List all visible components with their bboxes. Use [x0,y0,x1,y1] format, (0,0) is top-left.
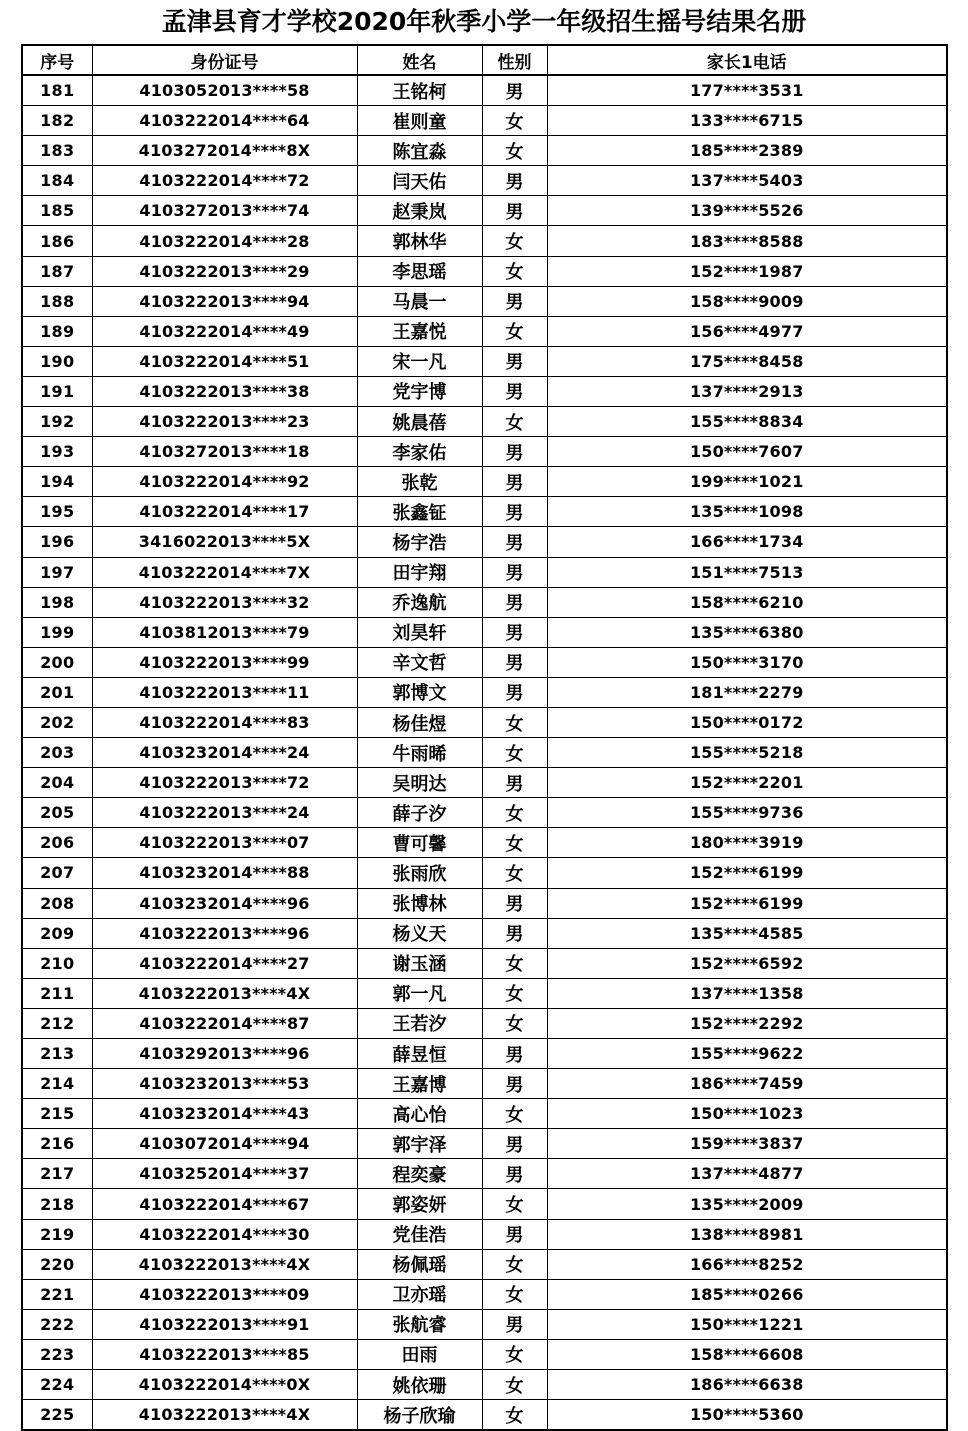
cell-name: 张雨欣 [357,858,482,888]
cell-phone: 158****9009 [547,286,947,316]
cell-name: 辛文哲 [357,647,482,677]
cell-name: 王铭柯 [357,75,482,106]
cell-name: 郭博文 [357,677,482,707]
cell-id-number: 4103812013****79 [92,617,357,647]
cell-phone: 150****7607 [547,437,947,467]
cell-name: 党宇博 [357,376,482,406]
table-row [22,557,947,587]
table-row [22,1039,947,1069]
table-row [22,1400,947,1431]
cell-id-number: 4103252014****37 [92,1159,357,1189]
cell-name: 姚依珊 [357,1370,482,1400]
cell-gender: 女 [482,738,547,768]
cell-id-number: 4103222013****23 [92,407,357,437]
table-row [22,437,947,467]
cell-seq: 195 [22,497,92,527]
cell-phone: 152****1987 [547,256,947,286]
cell-phone: 166****8252 [547,1249,947,1279]
cell-gender: 男 [482,918,547,948]
cell-seq: 215 [22,1099,92,1129]
cell-phone: 150****3170 [547,647,947,677]
cell-id-number: 4103222013****72 [92,768,357,798]
table-row [22,798,947,828]
cell-name: 程奕豪 [357,1159,482,1189]
cell-phone: 150****1023 [547,1099,947,1129]
cell-gender: 女 [482,798,547,828]
cell-seq: 197 [22,557,92,587]
cell-phone: 152****2201 [547,768,947,798]
table-row [22,196,947,226]
cell-seq: 210 [22,948,92,978]
cell-id-number: 4103222013****29 [92,256,357,286]
cell-seq: 211 [22,978,92,1008]
cell-gender: 男 [482,1069,547,1099]
cell-id-number: 4103222013****09 [92,1279,357,1309]
table-row [22,888,947,918]
cell-gender: 男 [482,75,547,106]
cell-id-number: 4103222013****4X [92,1400,357,1431]
cell-name: 李家佑 [357,437,482,467]
cell-seq: 208 [22,888,92,918]
cell-name: 张博林 [357,888,482,918]
cell-id-number: 4103222013****96 [92,918,357,948]
cell-id-number: 4103222014****28 [92,226,357,256]
cell-gender: 女 [482,316,547,346]
cell-id-number: 4103272014****8X [92,136,357,166]
cell-name: 张航睿 [357,1309,482,1339]
cell-id-number: 4103222014****27 [92,948,357,978]
cell-name: 杨子欣瑜 [357,1400,482,1431]
cell-gender: 男 [482,587,547,617]
cell-phone: 155****9622 [547,1039,947,1069]
table-row [22,346,947,376]
cell-name: 刘昊轩 [357,617,482,647]
cell-id-number: 4103222014****67 [92,1189,357,1219]
table-body [22,75,947,1430]
cell-phone: 152****6199 [547,858,947,888]
cell-name: 党佳浩 [357,1219,482,1249]
cell-phone: 181****2279 [547,677,947,707]
column-header-gender: 性别 [482,45,547,75]
cell-name: 杨宇浩 [357,527,482,557]
table-row [22,1008,947,1038]
cell-gender: 男 [482,497,547,527]
cell-phone: 199****1021 [547,467,947,497]
cell-gender: 女 [482,226,547,256]
cell-seq: 206 [22,828,92,858]
cell-seq: 189 [22,316,92,346]
cell-name: 马晨一 [357,286,482,316]
table-row [22,1069,947,1099]
cell-seq: 187 [22,256,92,286]
cell-id-number: 4103272013****18 [92,437,357,467]
cell-phone: 137****5403 [547,166,947,196]
table-header [22,45,947,75]
table-row [22,1129,947,1159]
cell-id-number: 4103222014****0X [92,1370,357,1400]
cell-seq: 212 [22,1008,92,1038]
cell-phone: 186****7459 [547,1069,947,1099]
table-row [22,978,947,1008]
cell-name: 高心怡 [357,1099,482,1129]
cell-id-number: 4103222013****94 [92,286,357,316]
table-row [22,858,947,888]
cell-phone: 185****2389 [547,136,947,166]
cell-phone: 180****3919 [547,828,947,858]
cell-phone: 175****8458 [547,346,947,376]
cell-seq: 196 [22,527,92,557]
cell-phone: 135****1098 [547,497,947,527]
cell-name: 张乾 [357,467,482,497]
cell-id-number: 4103292013****96 [92,1039,357,1069]
cell-gender: 男 [482,617,547,647]
table-row [22,75,947,106]
cell-id-number: 4103222014****87 [92,1008,357,1038]
cell-seq: 198 [22,587,92,617]
cell-seq: 220 [22,1249,92,1279]
table-row [22,1279,947,1309]
cell-seq: 184 [22,166,92,196]
cell-gender: 男 [482,196,547,226]
cell-phone: 185****0266 [547,1279,947,1309]
cell-seq: 216 [22,1129,92,1159]
cell-id-number: 4103232014****24 [92,738,357,768]
cell-name: 赵秉岚 [357,196,482,226]
cell-id-number: 4103222013****38 [92,376,357,406]
cell-phone: 150****1221 [547,1309,947,1339]
cell-seq: 185 [22,196,92,226]
cell-id-number: 4103222013****32 [92,587,357,617]
cell-gender: 女 [482,858,547,888]
cell-id-number: 4103222014****7X [92,557,357,587]
table-row [22,1339,947,1369]
cell-phone: 186****6638 [547,1370,947,1400]
cell-name: 王嘉博 [357,1069,482,1099]
cell-seq: 225 [22,1400,92,1431]
table-row [22,948,947,978]
cell-name: 薛子汐 [357,798,482,828]
cell-phone: 137****4877 [547,1159,947,1189]
cell-gender: 女 [482,978,547,1008]
cell-id-number: 4103232014****88 [92,858,357,888]
cell-gender: 女 [482,1099,547,1129]
roster-table-container [0,44,968,1431]
cell-gender: 女 [482,828,547,858]
table-row [22,376,947,406]
cell-gender: 男 [482,1039,547,1069]
table-header-row [22,45,947,75]
cell-name: 崔则童 [357,106,482,136]
cell-gender: 女 [482,1370,547,1400]
cell-gender: 男 [482,346,547,376]
cell-phone: 151****7513 [547,557,947,587]
table-row [22,286,947,316]
cell-id-number: 4103222014****49 [92,316,357,346]
cell-gender: 男 [482,1129,547,1159]
cell-name: 郭林华 [357,226,482,256]
table-row [22,587,947,617]
cell-phone: 155****9736 [547,798,947,828]
cell-seq: 193 [22,437,92,467]
cell-gender: 男 [482,166,547,196]
cell-name: 郭姿妍 [357,1189,482,1219]
page-title: 孟津县育才学校2020年秋季小学一年级招生摇号结果名册 [161,7,807,36]
cell-phone: 150****5360 [547,1400,947,1431]
cell-phone: 159****3837 [547,1129,947,1159]
cell-id-number: 4103222014****92 [92,467,357,497]
cell-gender: 女 [482,256,547,286]
cell-gender: 男 [482,1159,547,1189]
cell-seq: 219 [22,1219,92,1249]
cell-name: 牛雨晞 [357,738,482,768]
cell-phone: 137****2913 [547,376,947,406]
column-header-name: 姓名 [357,45,482,75]
cell-seq: 182 [22,106,92,136]
column-header-id-number: 身份证号 [92,45,357,75]
cell-name: 宋一凡 [357,346,482,376]
cell-seq: 194 [22,467,92,497]
cell-name: 田宇翔 [357,557,482,587]
cell-name: 王嘉悦 [357,316,482,346]
table-row [22,918,947,948]
cell-phone: 138****8981 [547,1219,947,1249]
cell-id-number: 3416022013****5X [92,527,357,557]
cell-gender: 男 [482,647,547,677]
cell-seq: 223 [22,1339,92,1369]
cell-name: 王若汐 [357,1008,482,1038]
cell-gender: 男 [482,286,547,316]
cell-id-number: 4103222013****85 [92,1339,357,1369]
cell-phone: 137****1358 [547,978,947,1008]
table-row [22,677,947,707]
cell-name: 闫天佑 [357,166,482,196]
cell-phone: 155****8834 [547,407,947,437]
table-row [22,738,947,768]
table-row [22,1370,947,1400]
cell-gender: 女 [482,1008,547,1038]
table-row [22,316,947,346]
cell-name: 姚晨蓓 [357,407,482,437]
cell-id-number: 4103272013****74 [92,196,357,226]
cell-id-number: 4103222014****83 [92,707,357,737]
cell-seq: 218 [22,1189,92,1219]
table-row [22,1189,947,1219]
cell-name: 乔逸航 [357,587,482,617]
cell-name: 田雨 [357,1339,482,1369]
cell-id-number: 4103232013****53 [92,1069,357,1099]
cell-name: 郭一凡 [357,978,482,1008]
column-header-phone: 家长1电话 [547,45,947,75]
cell-gender: 男 [482,376,547,406]
cell-phone: 158****6608 [547,1339,947,1369]
cell-phone: 155****5218 [547,738,947,768]
cell-seq: 186 [22,226,92,256]
cell-id-number: 4103222013****24 [92,798,357,828]
cell-seq: 217 [22,1159,92,1189]
cell-gender: 男 [482,527,547,557]
table-row [22,527,947,557]
cell-gender: 女 [482,1339,547,1369]
table-row [22,1219,947,1249]
cell-id-number: 4103222013****91 [92,1309,357,1339]
cell-id-number: 4103232014****96 [92,888,357,918]
cell-name: 杨佳煜 [357,707,482,737]
table-row [22,226,947,256]
cell-gender: 男 [482,1309,547,1339]
cell-seq: 200 [22,647,92,677]
cell-gender: 女 [482,136,547,166]
table-row [22,647,947,677]
cell-name: 杨佩瑶 [357,1249,482,1279]
cell-seq: 190 [22,346,92,376]
cell-phone: 152****6592 [547,948,947,978]
cell-id-number: 4103222013****4X [92,978,357,1008]
cell-seq: 224 [22,1370,92,1400]
table-row [22,467,947,497]
cell-gender: 男 [482,768,547,798]
column-header-seq: 序号 [22,45,92,75]
cell-gender: 女 [482,1279,547,1309]
cell-phone: 158****6210 [547,587,947,617]
table-row [22,106,947,136]
cell-gender: 男 [482,677,547,707]
cell-gender: 男 [482,1219,547,1249]
cell-id-number: 4103052013****58 [92,75,357,106]
cell-phone: 135****2009 [547,1189,947,1219]
cell-seq: 207 [22,858,92,888]
cell-gender: 女 [482,707,547,737]
cell-phone: 183****8588 [547,226,947,256]
cell-id-number: 4103222013****07 [92,828,357,858]
cell-phone: 135****6380 [547,617,947,647]
cell-seq: 201 [22,677,92,707]
cell-gender: 女 [482,407,547,437]
cell-phone: 152****6199 [547,888,947,918]
cell-seq: 192 [22,407,92,437]
table-row [22,768,947,798]
cell-seq: 183 [22,136,92,166]
cell-gender: 女 [482,1189,547,1219]
cell-seq: 221 [22,1279,92,1309]
cell-id-number: 4103222013****11 [92,677,357,707]
table-row [22,1099,947,1129]
cell-seq: 203 [22,738,92,768]
cell-phone: 150****0172 [547,707,947,737]
table-row [22,497,947,527]
cell-name: 李思瑶 [357,256,482,286]
cell-gender: 男 [482,888,547,918]
cell-id-number: 4103072014****94 [92,1129,357,1159]
cell-name: 谢玉涵 [357,948,482,978]
admission-lottery-roster-table [21,44,948,1431]
cell-name: 郭宇泽 [357,1129,482,1159]
cell-phone: 133****6715 [547,106,947,136]
cell-id-number: 4103222014****64 [92,106,357,136]
cell-gender: 女 [482,948,547,978]
cell-seq: 188 [22,286,92,316]
table-row [22,407,947,437]
cell-id-number: 4103232014****43 [92,1099,357,1129]
cell-gender: 男 [482,467,547,497]
cell-phone: 139****5526 [547,196,947,226]
cell-seq: 213 [22,1039,92,1069]
cell-seq: 199 [22,617,92,647]
cell-name: 薛昱恒 [357,1039,482,1069]
cell-seq: 209 [22,918,92,948]
cell-name: 曹可馨 [357,828,482,858]
cell-gender: 男 [482,557,547,587]
cell-gender: 男 [482,437,547,467]
cell-id-number: 4103222014****17 [92,497,357,527]
table-row [22,1249,947,1279]
table-row [22,828,947,858]
cell-seq: 214 [22,1069,92,1099]
cell-seq: 222 [22,1309,92,1339]
cell-name: 张鑫钲 [357,497,482,527]
table-row [22,1309,947,1339]
cell-name: 陈宜淼 [357,136,482,166]
cell-gender: 女 [482,106,547,136]
cell-id-number: 4103222013****4X [92,1249,357,1279]
cell-seq: 191 [22,376,92,406]
cell-name: 卫亦瑶 [357,1279,482,1309]
cell-phone: 166****1734 [547,527,947,557]
cell-phone: 135****4585 [547,918,947,948]
table-row [22,1159,947,1189]
cell-id-number: 4103222013****99 [92,647,357,677]
cell-phone: 177****3531 [547,75,947,106]
cell-id-number: 4103222014****51 [92,346,357,376]
cell-seq: 181 [22,75,92,106]
cell-name: 吴明达 [357,768,482,798]
table-row [22,617,947,647]
cell-phone: 152****2292 [547,1008,947,1038]
cell-id-number: 4103222014****72 [92,166,357,196]
cell-gender: 女 [482,1400,547,1431]
cell-id-number: 4103222014****30 [92,1219,357,1249]
table-row [22,707,947,737]
cell-seq: 204 [22,768,92,798]
table-row [22,166,947,196]
cell-phone: 156****4977 [547,316,947,346]
cell-seq: 205 [22,798,92,828]
table-row [22,256,947,286]
cell-gender: 女 [482,1249,547,1279]
cell-seq: 202 [22,707,92,737]
cell-name: 杨义天 [357,918,482,948]
table-row [22,136,947,166]
